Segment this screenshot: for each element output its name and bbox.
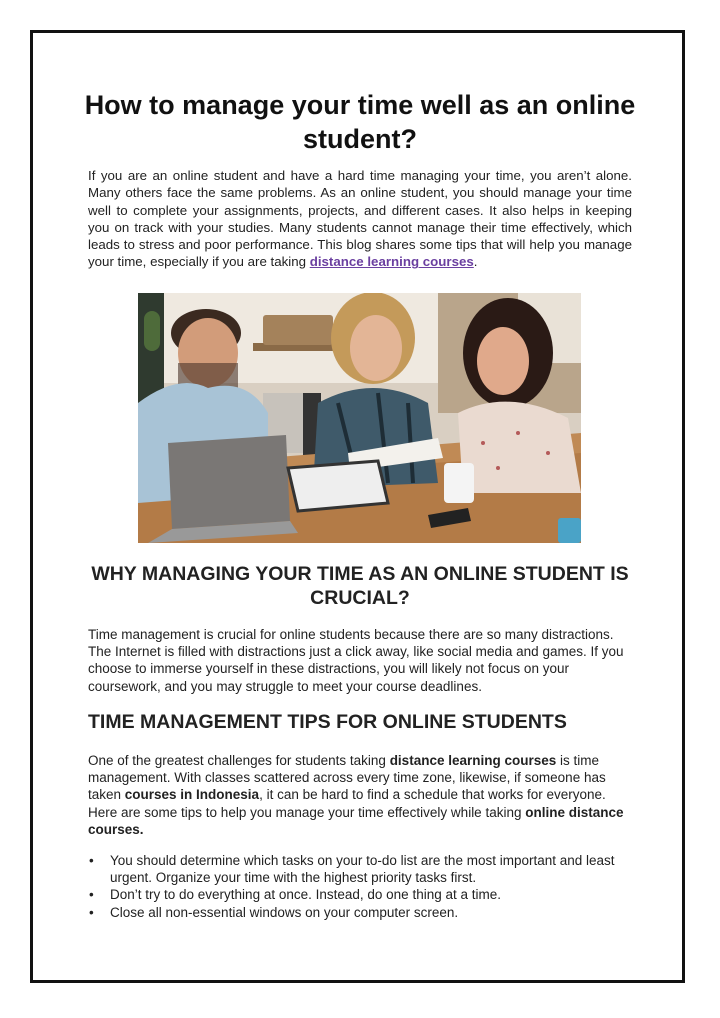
list-item: [88, 852, 633, 886]
tips-heading: TIME MANAGEMENT TIPS FOR ONLINE STUDENTS: [88, 711, 567, 733]
intro-period: .: [473, 254, 478, 270]
list-item-text: Close all non-essential windows on your computer screen.: [110, 904, 459, 920]
intro-paragraph: [88, 167, 632, 271]
why-heading: WHY MANAGING YOUR TIME AS AN ONLINE STUDENT IS CRUCIAL?: [91, 563, 629, 609]
tips-bold-3: online distance courses.: [88, 804, 624, 837]
page-title: How to manage your time well as an online student?: [84, 90, 636, 154]
bullet-icon: •: [89, 853, 94, 868]
tips-text-1: One of the greatest challenges for students taking: [88, 753, 390, 768]
tips-text-3: , it can be hard to find a schedule that works for everyone. Here are some tips to help you manage your time effectively while taking: [88, 787, 606, 820]
list-item: [88, 886, 633, 903]
list-item-text: Don’t try to do everything at once. Instead, do one thing at a time.: [110, 887, 501, 903]
why-paragraph: Time management is crucial for online students because there are so many distractions. The Internet is filled with distractions just a click away, like social media and games. If you choose to immerse yourself in these distractions, you will likely not focus on your coursework, and you may struggle to meet your course deadlines.: [88, 627, 624, 694]
bullet-icon: •: [89, 887, 94, 903]
distance-learning-link[interactable]: distance learning courses: [309, 254, 474, 270]
tips-text-2: is time management. With classes scattered across every time zone, likewise, if someone has taken: [88, 753, 606, 803]
tips-bold-1: distance learning courses: [389, 753, 557, 768]
tips-paragraph: [88, 752, 628, 838]
intro-text: If you are an online student and have a hard time managing your time, you aren’t alone. Many others face the same problems. As an online student, you should manage your time well to complete your assignments, projects, and different cases. It also helps in keeping you on track with your studies. Many students cannot manage their time effectively, which leads to stress and poor performance. This blog shares some tips that will help you manage your time, especially if you are taking: [88, 168, 632, 270]
students-photo: [138, 293, 581, 543]
list-item: [88, 904, 633, 921]
tips-bold-2: courses in Indonesia: [124, 787, 260, 803]
bullet-icon: •: [89, 904, 94, 920]
list-item-text: You should determine which tasks on your to-do list are the most important and least urgent. Organize your time with the highest priority tasks first.: [110, 853, 615, 886]
tips-list: [88, 852, 633, 921]
